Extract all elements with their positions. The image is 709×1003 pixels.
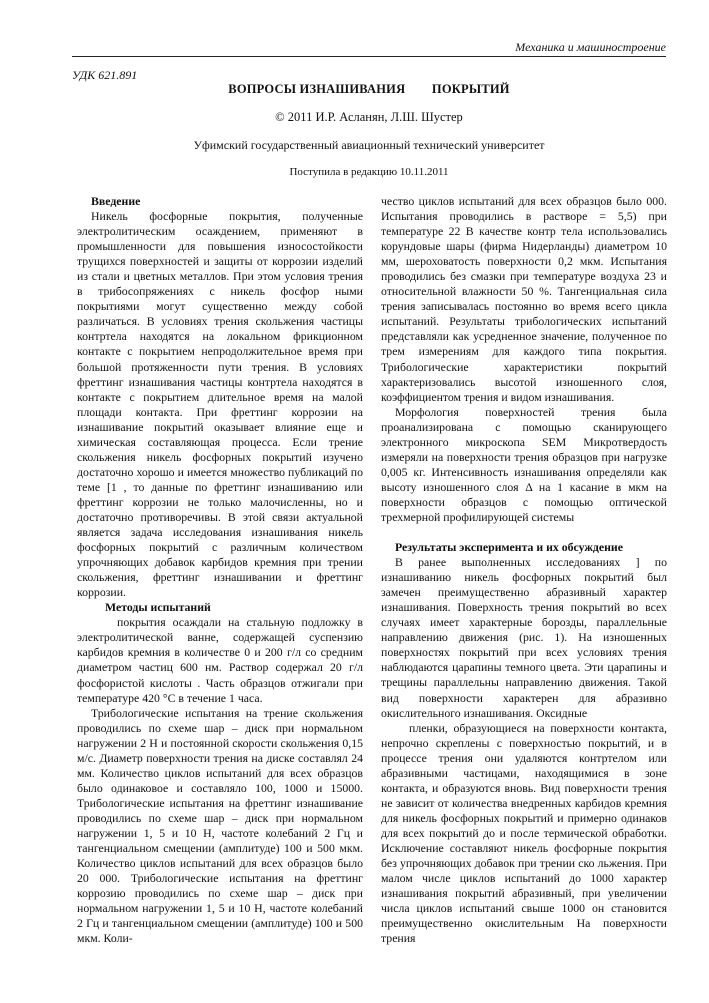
authors: © 2011 И.Р. Асланян, Л.Ш. Шустер	[275, 110, 463, 124]
section-gap	[381, 525, 667, 540]
udk-code: УДК 621.891	[72, 68, 138, 82]
methods-paragraph-1: покрытия осаждали на стальную подложку в электролитической ванне, содержащей суспензию карбидов кремния в количестве 0 и 200 г/л со средним диаметром частиц 600 нм. Раствор содержал 20 г/л фосфористой кислоты . Часть образцов отжигали при температуре 420 °С в течение 1 часа.	[77, 615, 363, 705]
header-rule	[72, 56, 666, 57]
results-paragraph-1: В ранее выполненных исследованиях ] по изнашиванию никель фосфорных покрытий был замечен преимущественно абразивный характер изнашивания. Поверхность трения покрытий во всех случаях имеет характерные борозды, параллельные направлению движения (рис. 1). На изношенных поверхностях покрытий при всех условиях трения наблюдаются царапины темного цвета. Эти царапины и трещины параллельны направлению движения. Такой вид поверхности характерен для абразивно окислительного изнашивания. Оксидные	[381, 555, 667, 720]
intro-heading: Введение	[91, 194, 141, 208]
morphology-paragraph: Морфология поверхностей трения была проанализирована с помощью сканирующего электронного микроскопа SEM Микротвердость измеряли на поверхности трения образцов при нагрузке 0,005 кг. Интенсивность изнашивания определяли как высоту изношенного слоя Δ на 1 касание в мкм на поверхности образцов с помощью оптической трехмерной профилирующей системы	[381, 404, 667, 524]
intro-paragraph: Никель фосфорные покрытия, полученные электролитическим осаждением, применяют в промышленности для повышения износостойкости трущихся поверхностей и защиты от коррозии изделий из стали и цветных металлов. При этом условия трения в трибосопряжениях с никель фосфор ными покрытиями могут существенно между собой различаться. В условиях трения скольжения частицы контртела находятся на локальном фрикционном контакте с покрытием непродолжительное время при большой протяженности пути трения. В условиях фреттинг изнашивания частицы контртела находятся в контакте с покрытием длительное время на малой площади контакта. При фреттинг коррозии на изнашивание покрытий оказывает влияние еще и химическая составляющая процесса. Если трение скольжения никель фосфорных покрытий изучено достаточно хорошо и имеется множество публикаций по теме [1 , то данные по фреттинг изнашиванию или фреттинг коррозии не только малочисленны, но и достаточно противоречивы. В этой связи актуальной является задача исследования изнашивания никель фосфорных покрытий с различным количеством упрочняющих добавок карбидов кремния при трении скольжения, фреттинг изнашивании и фреттинг коррозии.	[77, 209, 363, 600]
received-date: Поступила в редакцию 10.11.2011	[289, 166, 449, 178]
left-column	[77, 194, 363, 946]
methods-paragraph-2: Трибологические испытания на трение скольжения проводились по схеме шар – диск при нормальном нагружении 2 Н и постоянной скорости скольжения 0,15 м/с. Диаметр поверхности трения на диске составлял 24 мм. Количество циклов испытаний для всех образцов было одинаковое и составляло 100, 1000 и 15000. Трибологические испытания на фреттинг изнашивание проводились по схеме шар – диск при нормальном нагружении 1, 5 и 10 Н, частоте колебаний 2 Гц и тангенциальном смещении (амплитуде) 100 и 500 мкм. Количество циклов испытаний для всех образцов было 20 000. Трибологические испытания на фреттинг коррозию проводились по схеме шар – диск при нормальном нагружении 1, 5 и 10 Н, частоте колебаний 2 Гц и тангенциальном смещении (амплитуде) 100 и 500 мкм. Коли-	[77, 705, 363, 946]
methods-continued: чество циклов испытаний для всех образцов было 000. Испытания проводились в растворе = 5,5) при температуре 22 В качестве контр тела использовались корундовые шары (фирма Нидерланды) диаметром 10 мм, шероховатость поверхности 0,2 мкм. Испытания проводились без смазки при температуре воздуха 23 и относительной влажности 50 %. Тангенциальная сила трения записывалась постоянно во время всего цикла испытаний. Результаты трибологических испытаний представляли как усредненное значение, полученное по трем измерениям для каждого типа покрытия. Трибологические характеристики покрытий характеризовались высотой изношенного слоя, коэффициентом трения и видом изнашивания.	[381, 194, 667, 404]
methods-heading: Методы испытаний	[105, 600, 211, 615]
affiliation: Уфимский государственный авиационный технический университет	[193, 138, 545, 152]
article-title: ВОПРОСЫ ИЗНАШИВАНИЯ ПОКРЫТИЙ	[228, 82, 510, 96]
results-paragraph-2: пленки, образующиеся на поверхности контакта, непрочно скреплены с поверхностью покрытий, и в процессе трения они удаляются контртелом или абразивными частицами, находящимися в зоне контакта, и образуются вновь. Вид поверхности трения не зависит от количества внедренных карбидов кремния для никель фосфорных покрытий и примерно одинаков для всех покрытий до и после термической обработки. Исключение составляют никель фосфорные покрытия без упрочняющих добавок при трении ско льжения. При малом числе циклов испытаний до 1000 характер изнашивания покрытий абразивный, при увеличении числа циклов испытаний свыше 1000 он становится преимущественно окислительным На поверхности трения	[381, 720, 667, 946]
running-head: Механика и машиностроение	[515, 40, 666, 54]
right-column	[381, 194, 667, 946]
results-heading: Результаты эксперимента и их обсуждение	[395, 540, 623, 555]
